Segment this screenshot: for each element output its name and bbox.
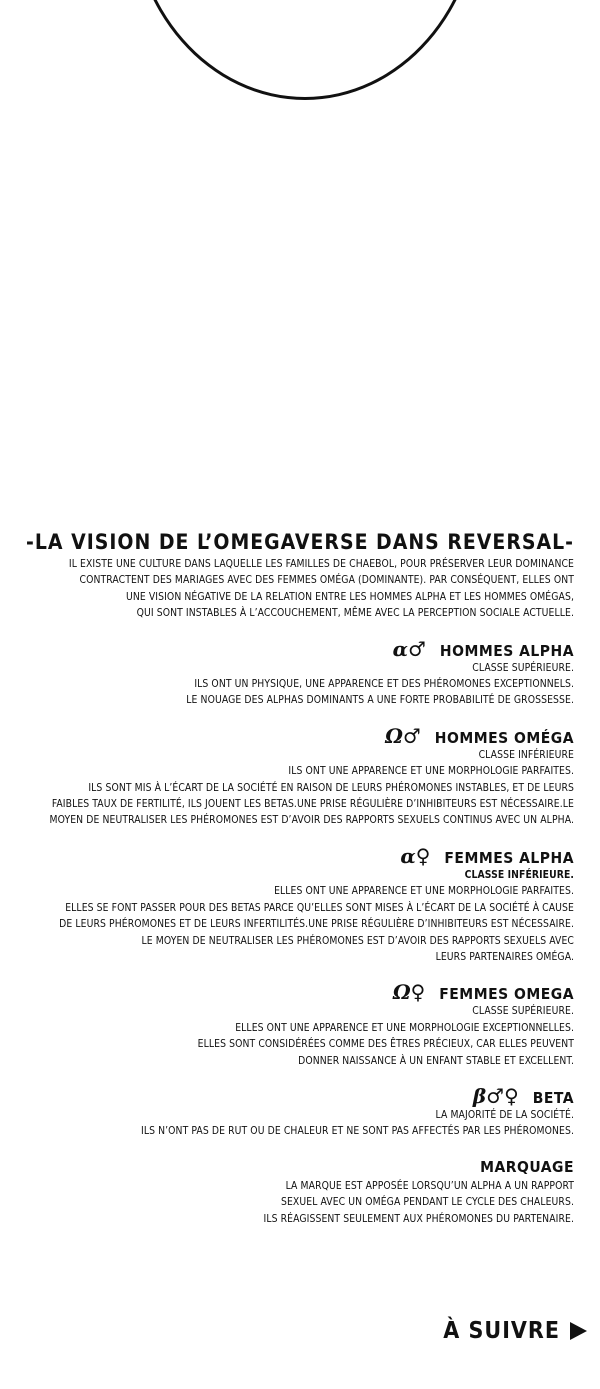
alpha-female-icon: α♀ <box>400 843 431 868</box>
section-line: LA MAJORITÉ DE LA SOCIÉTÉ. <box>435 1108 574 1121</box>
intro-line: CONTRACTENT DES MARIAGES AVEC DES FEMMES OMÉGA (DOMINANTE). PAR CONSÉQUENT, ELLES ONT <box>79 574 574 587</box>
section-line: ELLES ONT UNE APPARENCE ET UNE MORPHOLOGIE PARFAITES. <box>274 885 574 898</box>
section-line: DONNER NAISSANCE À UN ENFANT STABLE ET EXCELLENT. <box>298 1054 574 1067</box>
section-line: CLASSE SUPÉRIEURE. <box>472 1005 574 1018</box>
section-title: HOMMES OMÉGA <box>434 728 574 747</box>
section-hommes-omega <box>14 725 574 829</box>
intro-text <box>14 556 574 622</box>
section-title: BETA <box>532 1088 574 1107</box>
section-line: ILS ONT UNE APPARENCE ET UNE MORPHOLOGIE PARFAITES. <box>288 765 574 778</box>
section-line: CLASSE INFÉRIEURE. <box>464 868 574 881</box>
section-line: ILS SONT MIS À L’ÉCART DE LA SOCIÉTÉ EN RAISON DE LEURS PHÉROMONES INSTABLES, ET DE LEURS <box>88 781 574 794</box>
section-heading <box>14 845 574 867</box>
alpha-male-icon: α♂ <box>392 636 426 661</box>
section-line: ILS N’ONT PAS DE RUT OU DE CHALEUR ET NE SONT PAS AFFECTÉS PAR LES PHÉROMONES. <box>140 1125 574 1138</box>
section-line: LE NOUAGE DES ALPHAS DOMINANTS A UNE FORTE PROBABILITÉ DE GROSSESSE. <box>186 694 574 707</box>
section-heading <box>14 725 574 747</box>
section-femmes-omega <box>14 981 574 1069</box>
section-beta <box>14 1085 574 1140</box>
omega-female-icon: Ω♀ <box>392 980 426 1005</box>
omega-male-icon: Ω♂ <box>385 723 421 748</box>
section-line: ELLES ONT UNE APPARENCE ET UNE MORPHOLOGIE EXCEPTIONNELLES. <box>235 1021 574 1034</box>
section-line: FAIBLES TAUX DE FERTILITÉ, ILS JOUENT LES BETAS.UNE PRISE RÉGULIÈRE D’INHIBITEURS EST NÉCESSAIRE.LE <box>51 798 574 811</box>
section-heading <box>14 638 574 660</box>
next-chapter-label: À SUIVRE <box>443 1318 560 1344</box>
section-marquage <box>14 1156 574 1227</box>
section-heading <box>14 1085 574 1107</box>
section-line: ELLES SONT CONSIDÉRÉES COMME DES ÊTRES PRÉCIEUX, CAR ELLES PEUVENT <box>197 1038 574 1051</box>
section-line: ILS RÉAGISSENT SEULEMENT AUX PHÉROMONES DU PARTENAIRE. <box>263 1212 574 1225</box>
omegaverse-explanation <box>14 528 574 1227</box>
beta-icon: β♂♀ <box>472 1083 519 1108</box>
page-title: -LA VISION DE L’OMEGAVERSE DANS REVERSAL- <box>26 530 574 554</box>
next-chapter-link[interactable] <box>443 1318 587 1344</box>
section-title: MARQUAGE <box>480 1157 574 1176</box>
section-line: LE MOYEN DE NEUTRALISER LES PHÉROMONES EST D’AVOIR DES RAPPORTS SEXUELS AVEC <box>141 934 574 947</box>
section-line: MOYEN DE NEUTRALISER LES PHÉROMONES EST D’AVOIR DES RAPPORTS SEXUELS CONTINUS AVEC UN ALPHA. <box>49 814 574 827</box>
section-title: FEMMES OMEGA <box>439 985 574 1004</box>
speech-bubble <box>130 0 480 100</box>
section-line: CLASSE INFÉRIEURE <box>478 748 574 761</box>
section-hommes-alpha <box>14 638 574 709</box>
intro-line: QUI SONT INSTABLES À L’ACCOUCHEMENT, MÊME AVEC LA PERCEPTION SOCIALE ACTUELLE. <box>136 607 574 620</box>
section-heading <box>14 981 574 1003</box>
section-line: LEURS PARTENAIRES OMÉGA. <box>435 950 574 963</box>
play-arrow-icon <box>570 1322 587 1340</box>
section-line: ILS ONT UN PHYSIQUE, UNE APPARENCE ET DES PHÉROMONES EXCEPTIONNELS. <box>194 678 574 691</box>
section-title: FEMMES ALPHA <box>444 848 574 867</box>
section-heading <box>14 1156 574 1178</box>
intro-line: UNE VISION NÉGATIVE DE LA RELATION ENTRE LES HOMMES ALPHA ET LES HOMMES OMÉGAS, <box>125 590 574 603</box>
section-line: DE LEURS PHÉROMONES ET DE LEURS INFERTILITÉS.UNE PRISE RÉGULIÈRE D’INHIBITEURS EST NÉCESSAIRE. <box>59 918 574 931</box>
section-line: CLASSE SUPÉRIEURE. <box>472 661 574 674</box>
intro-line: IL EXISTE UNE CULTURE DANS LAQUELLE LES FAMILLES DE CHAEBOL, POUR PRÉSERVER LEUR DOMINANCE <box>68 558 574 570</box>
section-line: ELLES SE FONT PASSER POUR DES BETAS PARCE QU’ELLES SONT MISES À L’ÉCART DE LA SOCIÉTÉ À CAUSE <box>65 901 574 914</box>
section-line: LA MARQUE EST APPOSÉE LORSQU’UN ALPHA A UN RAPPORT <box>285 1179 574 1192</box>
section-line: SEXUEL AVEC UN OMÉGA PENDANT LE CYCLE DES CHALEURS. <box>280 1196 574 1209</box>
section-femmes-alpha <box>14 845 574 965</box>
section-title: HOMMES ALPHA <box>439 641 574 660</box>
